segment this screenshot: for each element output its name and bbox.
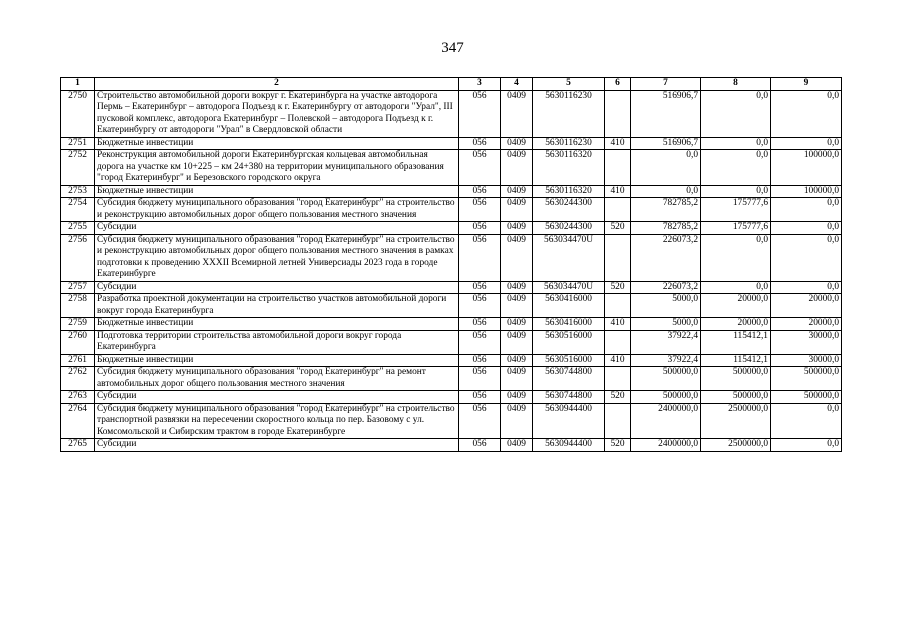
row-ministry-code: 056	[459, 354, 501, 367]
row-ministry-code: 056	[459, 330, 501, 354]
row-amount-1: 226073,2	[631, 234, 701, 281]
row-target-code: 5630744800	[533, 367, 605, 391]
row-name: Бюджетные инвестиции	[95, 354, 459, 367]
column-header: 7	[631, 78, 701, 91]
row-amount-3: 0,0	[771, 222, 842, 235]
row-amount-2: 0,0	[701, 281, 771, 294]
row-target-code: 5630244300	[533, 198, 605, 222]
row-target-code: 5630244300	[533, 222, 605, 235]
row-amount-3: 0,0	[771, 403, 842, 439]
table-header-row	[61, 78, 842, 91]
row-target-code: 5630416000	[533, 318, 605, 331]
table-row	[61, 318, 842, 331]
row-expense-type: 410	[605, 185, 631, 198]
row-target-code: 5630116320	[533, 185, 605, 198]
table-row	[61, 439, 842, 452]
row-amount-1: 516906,7	[631, 90, 701, 137]
row-expense-type	[605, 330, 631, 354]
budget-table	[60, 77, 842, 452]
row-amount-1: 226073,2	[631, 281, 701, 294]
row-expense-type: 520	[605, 391, 631, 404]
row-number: 2753	[61, 185, 95, 198]
table-row	[61, 185, 842, 198]
row-section-code: 0409	[501, 294, 533, 318]
table-body	[61, 90, 842, 451]
column-header: 9	[771, 78, 842, 91]
row-amount-1: 0,0	[631, 150, 701, 186]
row-number: 2763	[61, 391, 95, 404]
column-header: 4	[501, 78, 533, 91]
row-amount-1: 782785,2	[631, 222, 701, 235]
row-amount-3: 0,0	[771, 439, 842, 452]
table-row	[61, 137, 842, 150]
row-ministry-code: 056	[459, 391, 501, 404]
row-number: 2764	[61, 403, 95, 439]
row-section-code: 0409	[501, 391, 533, 404]
table-row	[61, 330, 842, 354]
row-expense-type: 410	[605, 354, 631, 367]
row-expense-type: 410	[605, 137, 631, 150]
row-amount-2: 175777,6	[701, 222, 771, 235]
table-row	[61, 222, 842, 235]
row-name: Строительство автомобильной дороги вокруг г. Екатеринбурга на участке автодорога Пермь – Екатеринбург – автодорога Подъезд к г. Екатеринбургу от автодороги "Урал", III пусковой комплекс, автодорога Екатеринбург – Полевской – автодорога Подъезд к г. Екатеринбургу от автодороги "Урал" в Свердловской области	[95, 90, 459, 137]
row-ministry-code: 056	[459, 294, 501, 318]
row-target-code: 5630944400	[533, 439, 605, 452]
row-section-code: 0409	[501, 90, 533, 137]
row-number: 2755	[61, 222, 95, 235]
row-amount-3: 100000,0	[771, 150, 842, 186]
column-header: 1	[61, 78, 95, 91]
row-name: Бюджетные инвестиции	[95, 185, 459, 198]
row-amount-1: 782785,2	[631, 198, 701, 222]
row-ministry-code: 056	[459, 198, 501, 222]
row-amount-1: 0,0	[631, 185, 701, 198]
table-row	[61, 354, 842, 367]
row-amount-2: 115412,1	[701, 330, 771, 354]
row-section-code: 0409	[501, 403, 533, 439]
table-row	[61, 367, 842, 391]
row-number: 2761	[61, 354, 95, 367]
row-name: Субсидии	[95, 391, 459, 404]
row-amount-2: 500000,0	[701, 391, 771, 404]
row-amount-1: 2400000,0	[631, 439, 701, 452]
row-amount-1: 500000,0	[631, 367, 701, 391]
table-row	[61, 294, 842, 318]
column-header: 8	[701, 78, 771, 91]
row-section-code: 0409	[501, 367, 533, 391]
row-ministry-code: 056	[459, 281, 501, 294]
row-amount-3: 0,0	[771, 198, 842, 222]
row-number: 2762	[61, 367, 95, 391]
row-section-code: 0409	[501, 234, 533, 281]
row-amount-3: 20000,0	[771, 318, 842, 331]
table-row	[61, 150, 842, 186]
row-amount-1: 37922,4	[631, 330, 701, 354]
row-ministry-code: 056	[459, 90, 501, 137]
row-number: 2759	[61, 318, 95, 331]
row-expense-type	[605, 294, 631, 318]
row-expense-type	[605, 198, 631, 222]
row-amount-3: 30000,0	[771, 330, 842, 354]
row-amount-2: 2500000,0	[701, 403, 771, 439]
row-amount-3: 0,0	[771, 234, 842, 281]
row-section-code: 0409	[501, 198, 533, 222]
row-name: Бюджетные инвестиции	[95, 318, 459, 331]
row-name: Субсидии	[95, 439, 459, 452]
row-number: 2750	[61, 90, 95, 137]
row-number: 2765	[61, 439, 95, 452]
row-name: Бюджетные инвестиции	[95, 137, 459, 150]
row-section-code: 0409	[501, 150, 533, 186]
table-row	[61, 90, 842, 137]
row-expense-type: 520	[605, 281, 631, 294]
row-ministry-code: 056	[459, 318, 501, 331]
row-amount-1: 37922,4	[631, 354, 701, 367]
row-ministry-code: 056	[459, 234, 501, 281]
row-section-code: 0409	[501, 137, 533, 150]
row-amount-2: 0,0	[701, 150, 771, 186]
row-amount-3: 0,0	[771, 137, 842, 150]
row-amount-3: 100000,0	[771, 185, 842, 198]
table-row	[61, 281, 842, 294]
row-number: 2756	[61, 234, 95, 281]
column-header: 5	[533, 78, 605, 91]
page-number: 347	[441, 40, 464, 56]
column-header: 6	[605, 78, 631, 91]
row-ministry-code: 056	[459, 439, 501, 452]
row-amount-3: 500000,0	[771, 367, 842, 391]
row-number: 2757	[61, 281, 95, 294]
table-row	[61, 198, 842, 222]
row-section-code: 0409	[501, 330, 533, 354]
row-amount-3: 500000,0	[771, 391, 842, 404]
row-expense-type	[605, 150, 631, 186]
row-expense-type	[605, 90, 631, 137]
column-header: 3	[459, 78, 501, 91]
row-target-code: 5630744800	[533, 391, 605, 404]
row-amount-2: 500000,0	[701, 367, 771, 391]
row-section-code: 0409	[501, 354, 533, 367]
row-amount-2: 175777,6	[701, 198, 771, 222]
row-section-code: 0409	[501, 318, 533, 331]
row-ministry-code: 056	[459, 222, 501, 235]
row-section-code: 0409	[501, 185, 533, 198]
table-row	[61, 403, 842, 439]
row-target-code: 5630116230	[533, 137, 605, 150]
row-number: 2760	[61, 330, 95, 354]
row-expense-type	[605, 234, 631, 281]
row-amount-3: 0,0	[771, 281, 842, 294]
row-target-code: 5630516000	[533, 330, 605, 354]
row-target-code: 5630516000	[533, 354, 605, 367]
row-name: Субсидия бюджету муниципального образования "город Екатеринбург" на строительство и реконструкцию автомобильных дорог общего пользования местного значения	[95, 198, 459, 222]
row-amount-2: 0,0	[701, 185, 771, 198]
row-ministry-code: 056	[459, 185, 501, 198]
row-name: Субсидия бюджету муниципального образования "город Екатеринбург" на ремонт автомобильных дорог общего пользования местного значения	[95, 367, 459, 391]
row-amount-1: 500000,0	[631, 391, 701, 404]
row-name: Субсидии	[95, 281, 459, 294]
row-amount-2: 0,0	[701, 137, 771, 150]
table-row	[61, 391, 842, 404]
row-amount-1: 2400000,0	[631, 403, 701, 439]
row-amount-3: 30000,0	[771, 354, 842, 367]
row-ministry-code: 056	[459, 150, 501, 186]
row-amount-1: 516906,7	[631, 137, 701, 150]
row-number: 2752	[61, 150, 95, 186]
row-amount-1: 5000,0	[631, 318, 701, 331]
row-name: Реконструкция автомобильной дороги Екатеринбургская кольцевая автомобильная дорога на участке км 10+225 – км 24+380 на территории муниципального образования "город Екатеринбург" и Березовского городского округа	[95, 150, 459, 186]
row-number: 2754	[61, 198, 95, 222]
row-section-code: 0409	[501, 222, 533, 235]
row-expense-type: 410	[605, 318, 631, 331]
row-section-code: 0409	[501, 281, 533, 294]
row-ministry-code: 056	[459, 137, 501, 150]
row-amount-2: 0,0	[701, 234, 771, 281]
row-target-code: 5630116320	[533, 150, 605, 186]
row-target-code: 5630944400	[533, 403, 605, 439]
row-number: 2751	[61, 137, 95, 150]
row-amount-2: 115412,1	[701, 354, 771, 367]
row-name: Субсидия бюджету муниципального образования "город Екатеринбург" на строительство транспортной развязки на пересечении скоростного кольца по пер. Базовому с ул. Комсомольской и Сибирским трактом в городе Екатеринбурге	[95, 403, 459, 439]
row-expense-type: 520	[605, 222, 631, 235]
row-target-code: 563034470U	[533, 234, 605, 281]
row-section-code: 0409	[501, 439, 533, 452]
row-amount-3: 0,0	[771, 90, 842, 137]
row-name: Подготовка территории строительства автомобильной дороги вокруг города Екатеринбурга	[95, 330, 459, 354]
row-expense-type	[605, 367, 631, 391]
row-expense-type	[605, 403, 631, 439]
row-amount-2: 2500000,0	[701, 439, 771, 452]
row-expense-type: 520	[605, 439, 631, 452]
row-ministry-code: 056	[459, 367, 501, 391]
row-name: Субсидия бюджету муниципального образования "город Екатеринбург" на строительство и реконструкцию автомобильных дорог общего пользования местного значения в рамках подготовки к проведению XXXII Всемирной летней Универсиады 2023 года в городе Екатеринбурге	[95, 234, 459, 281]
row-amount-2: 0,0	[701, 90, 771, 137]
row-name: Разработка проектной документации на строительство участков автомобильной дороги вокруг города Екатеринбурга	[95, 294, 459, 318]
row-amount-2: 20000,0	[701, 318, 771, 331]
row-ministry-code: 056	[459, 403, 501, 439]
row-target-code: 5630116230	[533, 90, 605, 137]
row-name: Субсидии	[95, 222, 459, 235]
row-amount-1: 5000,0	[631, 294, 701, 318]
row-target-code: 5630416000	[533, 294, 605, 318]
column-header: 2	[95, 78, 459, 91]
row-target-code: 563034470U	[533, 281, 605, 294]
row-number: 2758	[61, 294, 95, 318]
row-amount-3: 20000,0	[771, 294, 842, 318]
row-amount-2: 20000,0	[701, 294, 771, 318]
table-row	[61, 234, 842, 281]
